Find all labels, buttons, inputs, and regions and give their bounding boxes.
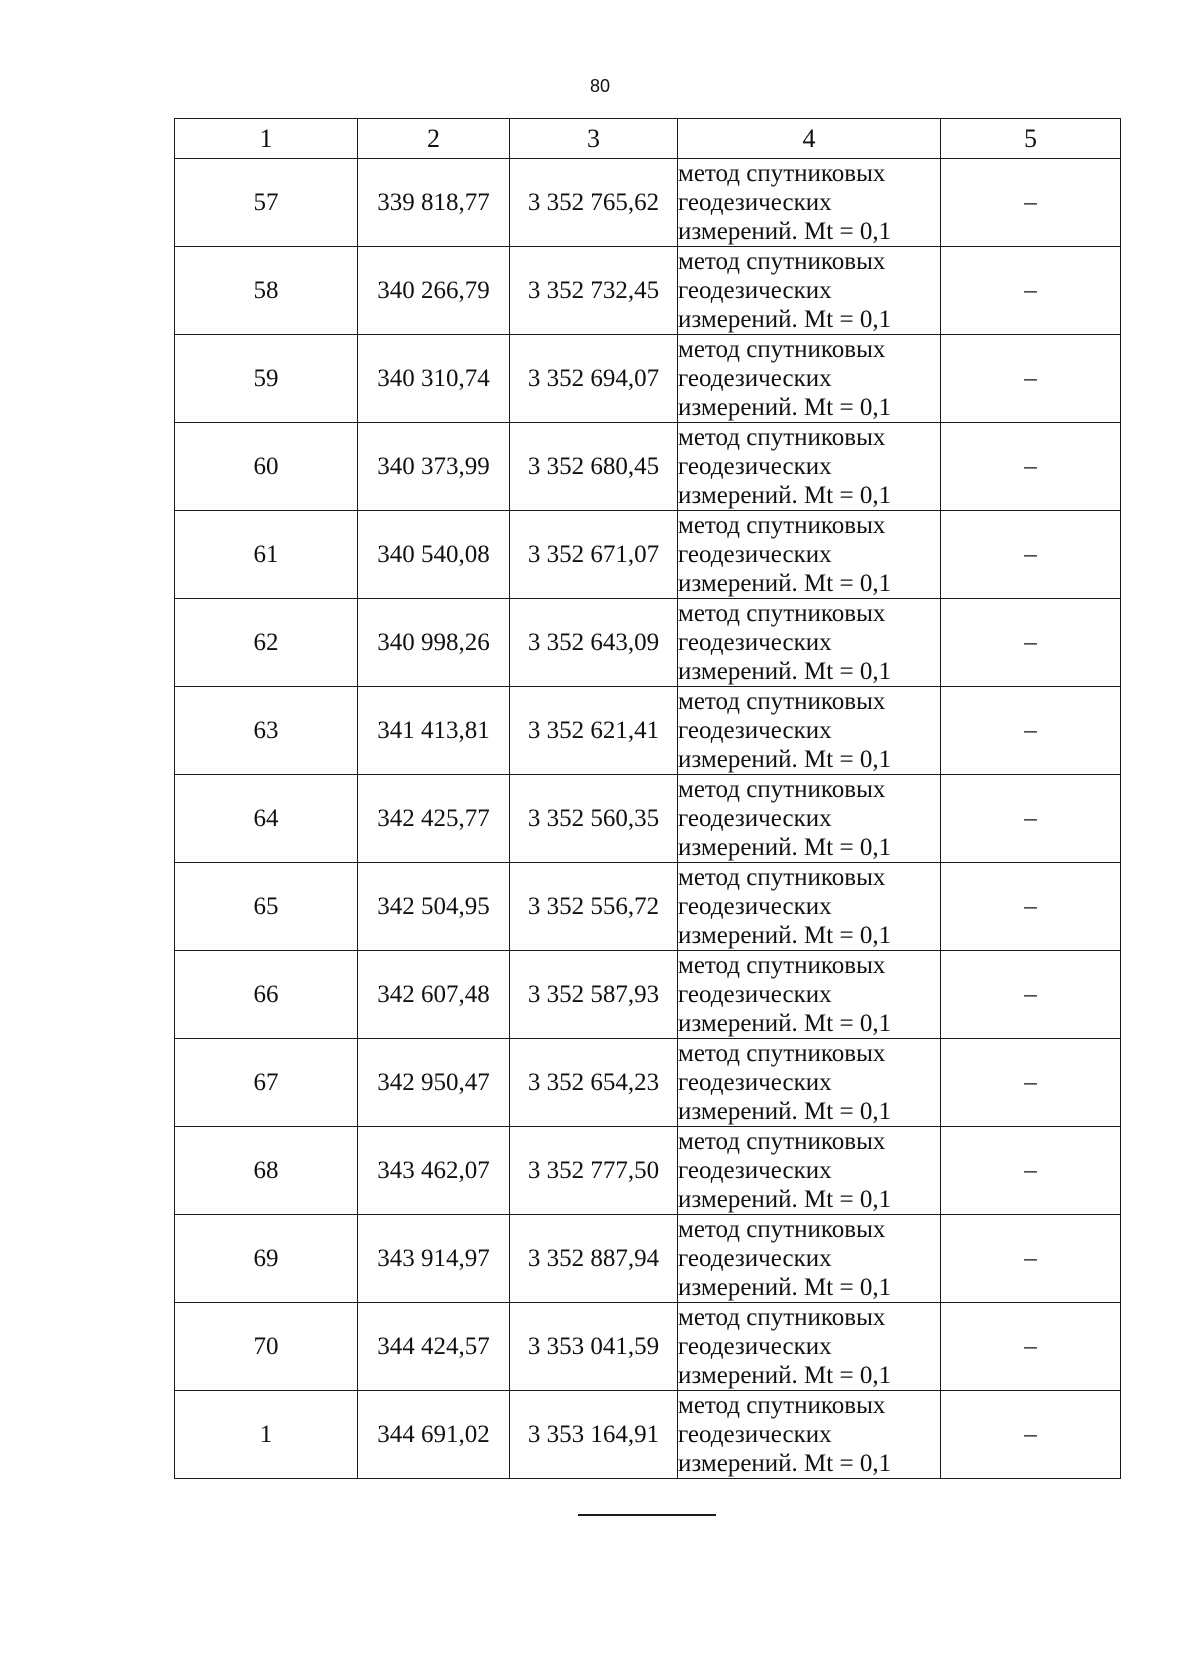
method-text-line: измерений. Mt = 0,1 (678, 1010, 892, 1037)
table-row (175, 1215, 1121, 1303)
point-number-cell: 66 (175, 951, 358, 1039)
table-row (175, 1391, 1121, 1479)
y-coordinate-cell: 3 352 587,93 (510, 951, 678, 1039)
x-coordinate-cell: 344 691,02 (358, 1391, 510, 1479)
y-coordinate-cell: 3 352 887,94 (510, 1215, 678, 1303)
point-number-cell: 65 (175, 863, 358, 951)
end-of-document-rule (578, 1514, 716, 1516)
method-cell (678, 687, 941, 775)
y-coordinate-cell: 3 352 765,62 (510, 159, 678, 247)
method-text-line: измерений. Mt = 0,1 (678, 1098, 892, 1125)
method-text-line: геодезических (678, 541, 832, 568)
method-text-line: измерений. Mt = 0,1 (678, 922, 892, 949)
page-number: 80 (589, 76, 611, 96)
method-text-line: измерений. Mt = 0,1 (678, 1362, 892, 1389)
x-coordinate-cell: 341 413,81 (358, 687, 510, 775)
table-row (175, 247, 1121, 335)
y-coordinate-cell: 3 352 654,23 (510, 1039, 678, 1127)
y-coordinate-cell: 3 352 777,50 (510, 1127, 678, 1215)
method-text-line: геодезических (678, 1245, 832, 1272)
table-header (175, 119, 1121, 159)
method-cell (678, 335, 941, 423)
point-number-cell: 61 (175, 511, 358, 599)
note-cell: – (941, 159, 1121, 247)
table-row (175, 1039, 1121, 1127)
point-number-cell: 59 (175, 335, 358, 423)
note-cell: – (941, 1391, 1121, 1479)
method-cell (678, 511, 941, 599)
method-text-line: измерений. Mt = 0,1 (678, 218, 892, 245)
method-cell (678, 599, 941, 687)
method-cell (678, 775, 941, 863)
point-number-cell: 58 (175, 247, 358, 335)
method-text-line: геодезических (678, 1157, 832, 1184)
coordinates-table (174, 118, 1121, 1479)
table-row (175, 951, 1121, 1039)
column-header-2: 2 (358, 119, 510, 159)
note-cell: – (941, 423, 1121, 511)
x-coordinate-cell: 340 266,79 (358, 247, 510, 335)
method-text-line: метод спутниковых (678, 776, 886, 803)
table-row (175, 1127, 1121, 1215)
note-cell: – (941, 1303, 1121, 1391)
method-text-line: метод спутниковых (678, 952, 886, 979)
x-coordinate-cell: 342 950,47 (358, 1039, 510, 1127)
column-header-5: 5 (941, 119, 1121, 159)
method-text-line: метод спутниковых (678, 1304, 886, 1331)
y-coordinate-cell: 3 352 560,35 (510, 775, 678, 863)
note-cell: – (941, 1215, 1121, 1303)
y-coordinate-cell: 3 353 164,91 (510, 1391, 678, 1479)
method-text-line: геодезических (678, 453, 832, 480)
column-header-3: 3 (510, 119, 678, 159)
x-coordinate-cell: 342 607,48 (358, 951, 510, 1039)
note-cell: – (941, 863, 1121, 951)
method-cell (678, 1039, 941, 1127)
point-number-cell: 62 (175, 599, 358, 687)
note-cell: – (941, 599, 1121, 687)
note-cell: – (941, 511, 1121, 599)
x-coordinate-cell: 344 424,57 (358, 1303, 510, 1391)
method-text-line: измерений. Mt = 0,1 (678, 834, 892, 861)
table-row (175, 335, 1121, 423)
method-text-line: геодезических (678, 717, 832, 744)
method-text-line: метод спутниковых (678, 1216, 886, 1243)
y-coordinate-cell: 3 353 041,59 (510, 1303, 678, 1391)
method-cell (678, 863, 941, 951)
note-cell: – (941, 1039, 1121, 1127)
method-text-line: метод спутниковых (678, 160, 886, 187)
note-cell: – (941, 247, 1121, 335)
note-cell: – (941, 687, 1121, 775)
method-text-line: метод спутниковых (678, 248, 886, 275)
y-coordinate-cell: 3 352 694,07 (510, 335, 678, 423)
method-text-line: измерений. Mt = 0,1 (678, 1450, 892, 1477)
note-cell: – (941, 335, 1121, 423)
method-text-line: метод спутниковых (678, 512, 886, 539)
method-text-line: геодезических (678, 1069, 832, 1096)
note-cell: – (941, 775, 1121, 863)
point-number-cell: 60 (175, 423, 358, 511)
x-coordinate-cell: 340 310,74 (358, 335, 510, 423)
method-cell (678, 247, 941, 335)
method-text-line: геодезических (678, 277, 832, 304)
method-text-line: геодезических (678, 805, 832, 832)
point-number-cell: 68 (175, 1127, 358, 1215)
method-text-line: метод спутниковых (678, 336, 886, 363)
table-row (175, 159, 1121, 247)
method-cell (678, 951, 941, 1039)
method-text-line: метод спутниковых (678, 1392, 886, 1419)
table-row (175, 863, 1121, 951)
y-coordinate-cell: 3 352 680,45 (510, 423, 678, 511)
method-text-line: геодезических (678, 1421, 832, 1448)
method-cell (678, 1303, 941, 1391)
method-cell (678, 423, 941, 511)
method-text-line: измерений. Mt = 0,1 (678, 1186, 892, 1213)
table-row (175, 1303, 1121, 1391)
method-text-line: геодезических (678, 981, 832, 1008)
x-coordinate-cell: 340 540,08 (358, 511, 510, 599)
point-number-cell: 69 (175, 1215, 358, 1303)
method-text-line: измерений. Mt = 0,1 (678, 482, 892, 509)
note-cell: – (941, 1127, 1121, 1215)
table-row (175, 599, 1121, 687)
method-text-line: измерений. Mt = 0,1 (678, 306, 892, 333)
point-number-cell: 1 (175, 1391, 358, 1479)
y-coordinate-cell: 3 352 732,45 (510, 247, 678, 335)
method-text-line: метод спутниковых (678, 688, 886, 715)
method-text-line: метод спутниковых (678, 424, 886, 451)
method-text-line: метод спутниковых (678, 1040, 886, 1067)
method-text-line: геодезических (678, 629, 832, 656)
method-text-line: измерений. Mt = 0,1 (678, 658, 892, 685)
point-number-cell: 57 (175, 159, 358, 247)
point-number-cell: 67 (175, 1039, 358, 1127)
table-row (175, 775, 1121, 863)
x-coordinate-cell: 342 425,77 (358, 775, 510, 863)
method-text-line: измерений. Mt = 0,1 (678, 570, 892, 597)
method-cell (678, 1215, 941, 1303)
x-coordinate-cell: 343 462,07 (358, 1127, 510, 1215)
method-text-line: геодезических (678, 365, 832, 392)
header-row (175, 119, 1121, 159)
method-text-line: геодезических (678, 189, 832, 216)
method-text-line: измерений. Mt = 0,1 (678, 1274, 892, 1301)
point-number-cell: 64 (175, 775, 358, 863)
method-text-line: измерений. Mt = 0,1 (678, 746, 892, 773)
method-text-line: метод спутниковых (678, 864, 886, 891)
y-coordinate-cell: 3 352 671,07 (510, 511, 678, 599)
column-header-4: 4 (678, 119, 941, 159)
method-cell (678, 1127, 941, 1215)
table-body (175, 159, 1121, 1479)
x-coordinate-cell: 340 373,99 (358, 423, 510, 511)
table-row (175, 423, 1121, 511)
method-text-line: геодезических (678, 893, 832, 920)
method-cell (678, 1391, 941, 1479)
method-text-line: измерений. Mt = 0,1 (678, 394, 892, 421)
y-coordinate-cell: 3 352 556,72 (510, 863, 678, 951)
x-coordinate-cell: 342 504,95 (358, 863, 510, 951)
y-coordinate-cell: 3 352 643,09 (510, 599, 678, 687)
point-number-cell: 63 (175, 687, 358, 775)
point-number-cell: 70 (175, 1303, 358, 1391)
table-row (175, 687, 1121, 775)
table-row (175, 511, 1121, 599)
method-cell (678, 159, 941, 247)
method-text-line: геодезических (678, 1333, 832, 1360)
x-coordinate-cell: 340 998,26 (358, 599, 510, 687)
method-text-line: метод спутниковых (678, 600, 886, 627)
x-coordinate-cell: 343 914,97 (358, 1215, 510, 1303)
method-text-line: метод спутниковых (678, 1128, 886, 1155)
column-header-1: 1 (175, 119, 358, 159)
y-coordinate-cell: 3 352 621,41 (510, 687, 678, 775)
x-coordinate-cell: 339 818,77 (358, 159, 510, 247)
note-cell: – (941, 951, 1121, 1039)
